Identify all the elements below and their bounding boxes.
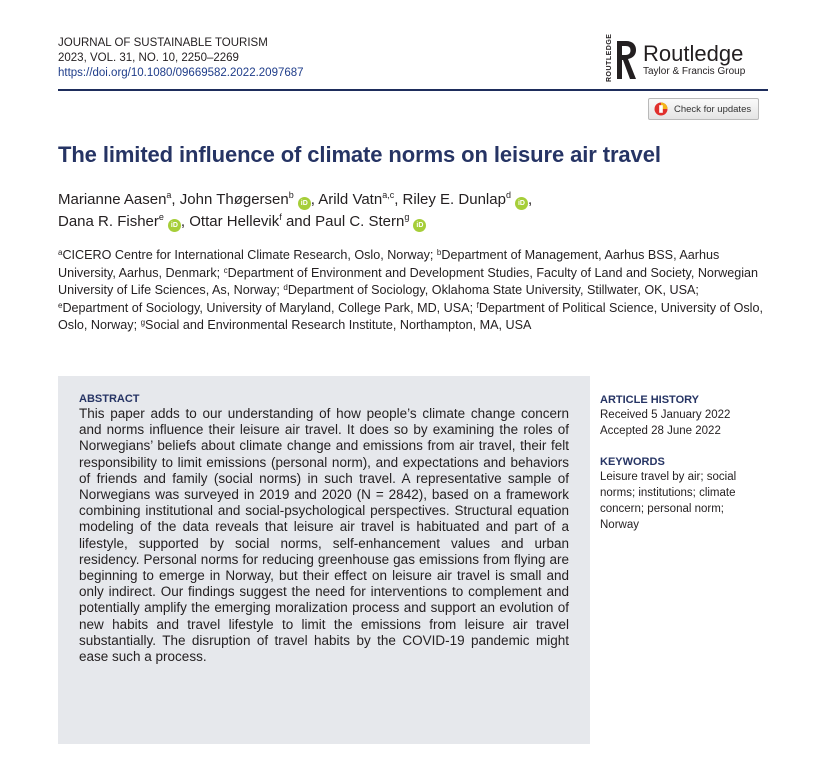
- orcid-icon[interactable]: iD: [298, 197, 311, 210]
- crossmark-icon: [654, 102, 668, 116]
- publisher-group: Taylor & Francis Group: [643, 66, 746, 77]
- affiliation-text: Department of Sociology, University of Maryland, College Park, MD, USA;: [62, 300, 477, 315]
- author-name: Riley E. Dunlap: [402, 191, 506, 208]
- article-title: The limited influence of climate norms on leisure air travel: [58, 142, 661, 167]
- author-separator: ,: [394, 191, 403, 208]
- accepted-date: Accepted 28 June 2022: [600, 425, 721, 437]
- affiliation-marker: a: [58, 248, 63, 257]
- author-list: [58, 189, 778, 233]
- author-name: John Thøgersen: [179, 191, 289, 208]
- affiliations: [58, 247, 770, 335]
- affiliation-marker: c: [223, 265, 228, 275]
- keywords-heading: KEYWORDS: [600, 456, 665, 468]
- author-affiliation-marker: d: [505, 190, 511, 200]
- author-separator: ,: [171, 191, 180, 208]
- abstract-text: This paper adds to our understanding of how people’s climate change concern and norms influence their leisure air travel. It does so by examining the roles of Norwegians’ beliefs about climate change and emissions from air travel, their felt responsibility to limit emissions (personal norm), and expectations and behaviors of friends and family (social norms) in such travel. A representative sample of Norwegians was surveyed in 2019 and 2020 (N = 2842), based on a framework combining institutional and social-psychological perspectives. Structural equation modeling of the data reveals that leisure air travel is habituated and part of a lifestyle, supported by social norms, self-enhancement values and urban residency. Personal norms for reducing greenhouse gas emissions from flying are beginning to emerge in Norway, but their effect on leisure air travel is small and only indirect. Our findings suggest the need for interventions to complement and potentially amplify the emerging moralization process and support an evolution of new habits and travel lifestyle to limit the emissions from leisure air travel substantially. The disruption of travel habits by the COVID-19 pandemic might ease such a process.: [79, 406, 569, 665]
- abstract-box: [58, 376, 590, 744]
- affiliation-marker: f: [476, 300, 479, 310]
- author-separator: and: [281, 213, 316, 230]
- author-affiliation-marker: e: [158, 212, 164, 222]
- author-separator: ,: [180, 213, 190, 230]
- author-name: Ottar Hellevik: [189, 213, 280, 230]
- affiliation-text: Department of Sociology, Oklahoma State University, Stillwater, OK, USA;: [287, 283, 699, 298]
- affiliation-marker: e: [58, 300, 63, 310]
- received-date: Received 5 January 2022: [600, 409, 731, 421]
- author-affiliation-marker: a,c: [382, 190, 395, 200]
- header-rule: [58, 89, 768, 91]
- publisher-vertical-text: ROUTLEDGE: [606, 33, 613, 82]
- author-name: Dana R. Fisher: [58, 213, 159, 230]
- affiliation-text: Department of Environment and Development Studies, Faculty of Land and Society, Norwegian University of Life Sciences, As, Norway;: [58, 265, 759, 298]
- author-affiliation-marker: f: [279, 212, 282, 222]
- publisher-logo: [606, 33, 746, 82]
- affiliation-marker: d: [283, 283, 288, 293]
- author-affiliation-marker: b: [288, 190, 294, 200]
- affiliation-marker: b: [436, 248, 442, 257]
- keywords-text: Leisure travel by air; social norms; institutions; climate concern; personal norm; Norway: [600, 471, 737, 531]
- orcid-icon[interactable]: iD: [413, 219, 426, 232]
- journal-volume: 2023, VOL. 31, NO. 10, 2250–2269: [58, 52, 239, 64]
- journal-name: JOURNAL OF SUSTAINABLE TOURISM: [58, 37, 268, 49]
- routledge-r-icon: [615, 39, 637, 81]
- author-separator: ,: [310, 191, 319, 208]
- publisher-name: Routledge: [643, 41, 744, 66]
- check-for-updates-label: Check for updates: [674, 103, 752, 115]
- affiliation-text: Social and Environmental Research Institute, Northampton, MA, USA: [145, 318, 532, 333]
- abstract-heading: ABSTRACT: [79, 393, 140, 405]
- history-heading: ARTICLE HISTORY: [600, 394, 700, 406]
- affiliation-text: Department of Political Science, University of Oslo, Oslo, Norway;: [58, 300, 763, 333]
- author-name: Arild Vatn: [318, 191, 383, 208]
- author-name: Marianne Aasen: [58, 191, 167, 208]
- author-affiliation-marker: g: [404, 212, 410, 222]
- orcid-icon[interactable]: iD: [168, 219, 181, 232]
- affiliation-text: Department of Management, Aarhus BSS, Aarhus University, Aarhus, Denmark;: [58, 248, 720, 280]
- journal-info: [58, 36, 304, 81]
- article-sidebar: [600, 393, 770, 533]
- author-name: Paul C. Stern: [315, 213, 405, 230]
- affiliation-marker: g: [140, 318, 146, 328]
- author-affiliation-marker: a: [166, 190, 172, 200]
- affiliation-text: CICERO Centre for International Climate Research, Oslo, Norway;: [62, 248, 437, 262]
- check-for-updates-button[interactable]: [648, 98, 759, 120]
- doi-link[interactable]: https://doi.org/10.1080/09669582.2022.2097687: [58, 67, 304, 79]
- author-separator: ,: [527, 191, 533, 208]
- orcid-icon[interactable]: iD: [515, 197, 528, 210]
